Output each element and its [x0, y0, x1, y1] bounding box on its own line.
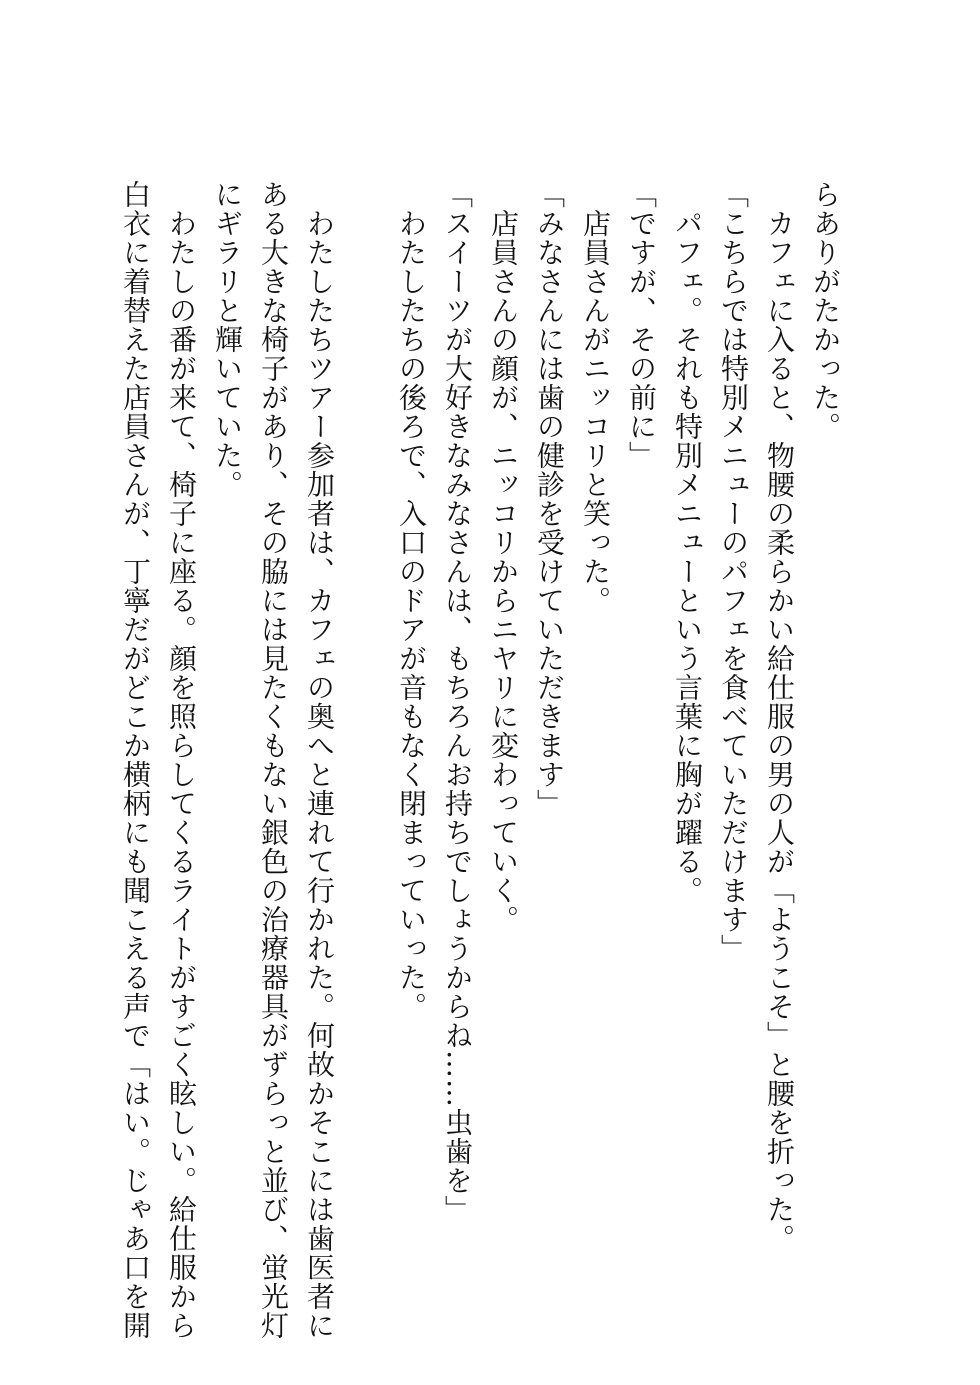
- text-line-4: パフェ。それも特別メニューという言葉に胸が躍る。: [671, 180, 704, 905]
- text-line-5: 「ですが、その前に」: [625, 180, 658, 470]
- text-line-10: わたしたちの後ろで、入口のドアが音もなく閉まっていった。: [395, 180, 428, 1021]
- text-line-8: 店員さんの顔が、ニッコリからニヤリに変わっていく。: [487, 180, 520, 934]
- section-break: [342, 180, 388, 1220]
- text-line-14: にギラリと輝いていた。: [211, 180, 244, 499]
- vertical-text-block: [112, 180, 848, 1340]
- text-line-3: 「こちらでは特別メニューのパフェを食べていただけます」: [717, 180, 750, 963]
- text-line-13: ある大きな椅子があり、その脇には見たくもない銀色の治療器具がずらっと並び、蛍光灯: [257, 180, 290, 1340]
- text-line-9: 「スイーツが大好きなみなさんは、もちろんお持ちでしょうからね……虫歯を」: [441, 180, 474, 1224]
- text-line-1: らありがたかった。: [809, 180, 842, 441]
- text-line-15: わたしの番が来て、椅子に座る。顔を照らしてくるライトがすごく眩しい。給仕服から: [165, 180, 198, 1340]
- text-line-6: 店員さんがニッコリと笑った。: [579, 180, 612, 615]
- text-line-16: 白衣に着替えた店員さんが、丁寧だがどこか横柄にも聞こえる声で「はい。じゃあ口を開: [119, 180, 152, 1340]
- text-line-12: わたしたちツアー参加者は、カフェの奥へと連れて行かれた。何故かそこには歯医者に: [303, 180, 336, 1340]
- text-line-7: 「みなさんには歯の健診を受けていただきます」: [533, 180, 566, 818]
- text-line-2: カフェに入ると、物腰の柔らかい給仕服の男の人が「ようこそ」と腰を折った。: [763, 180, 796, 1253]
